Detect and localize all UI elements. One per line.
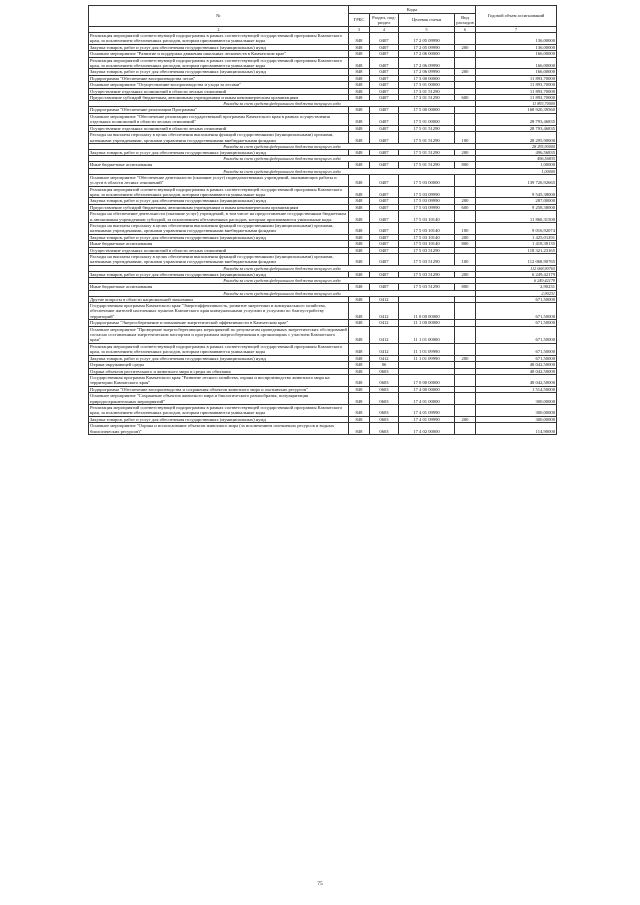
row-label: Основное мероприятие "Обеспечение деятельности (оказание услуг) подведомственных учреждений, оказывающих работы и услуги в области лесных отношений" [89, 174, 349, 186]
row-label: Основное мероприятие "Сохранение объектов животного мира и биологического разнообразия, популяризация природоохранительных мероприятий" [89, 393, 349, 405]
row-label: Основное мероприятие "Обеспечение реализации государственной программы Камчатского края в рамках осуществления отдельных полномочий в области лесных отношений" [89, 113, 349, 125]
expense-type-code [455, 423, 476, 435]
expense-type-code [455, 186, 476, 198]
expense-type-code: 100 [455, 132, 476, 144]
allocation-amount: 287,00000 [476, 198, 557, 204]
allocation-amount: 11 893,70000 [476, 82, 557, 88]
table-row [89, 57, 557, 69]
allocation-amount: 1 425,01291 [476, 234, 557, 240]
row-label: Расходы на обеспечение деятельности (оказание услуг) учреждений, в том числе на предоставление государственным бюджетным и автономным учреждениям субсидий, за исключением обезличенных расходов, которым присваиваются уникальные коды [89, 211, 349, 223]
allocation-amount: 2,90231 [476, 284, 557, 290]
table-row [89, 254, 557, 266]
target-article-code: 17 2 05 09990 [399, 44, 455, 50]
section-code: 0407 [370, 186, 399, 198]
table-header-row [89, 6, 557, 14]
allocation-amount: 300,00000 [476, 404, 557, 416]
allocation-amount: 6 249,42179 [476, 278, 557, 284]
target-article-code: 17 4 01 09990 [399, 416, 455, 422]
target-article-code: 11 1 01 09990 [399, 355, 455, 361]
allocation-amount: 48 042,50000 [476, 362, 557, 368]
row-label: Осуществление отдельных полномочий в области лесных отношений [89, 88, 349, 94]
expense-type-code [455, 404, 476, 416]
allocation-amount: 496,56835 [476, 156, 557, 162]
grbs-code: 848 [349, 211, 370, 223]
allocation-amount: 48 042,50000 [476, 374, 557, 386]
grbs-code: 848 [349, 51, 370, 57]
row-label: Расходы за счет средств федерального бюджета текущего года [89, 265, 476, 271]
target-article-code: 17 2 06 09990 [399, 57, 455, 69]
row-label: Закупка товаров, работ и услуг для обеспечения государственных (муниципальных) нужд [89, 416, 349, 422]
grbs-code: 848 [349, 296, 370, 302]
grbs-code: 848 [349, 386, 370, 392]
grbs-code: 848 [349, 33, 370, 45]
target-article-code: 17 3 00 00000 [399, 75, 455, 81]
section-code: 0603 [370, 423, 399, 435]
row-label: Реализация мероприятий соответствующей подпрограммы в рамках соответствующей государственной программы Камчатского края, за исключением обезличенных расходов, которым присваиваются уникальные коды [89, 343, 349, 355]
grbs-code: 848 [349, 186, 370, 198]
section-code: 0407 [370, 95, 399, 101]
grbs-code: 848 [349, 423, 370, 435]
target-article-code: 17 4 00 00000 [399, 386, 455, 392]
expense-type-code [455, 57, 476, 69]
row-label: Закупка товаров, работ и услуг для обеспечения государственных (муниципальных) нужд [89, 355, 349, 361]
allocation-amount: 48 042,50000 [476, 368, 557, 374]
grbs-code: 848 [349, 174, 370, 186]
target-article-code: 17 5 01 51290 [399, 132, 455, 144]
allocation-amount: 136,00000 [476, 44, 557, 50]
grbs-code: 848 [349, 368, 370, 374]
allocation-amount: 1 514,50000 [476, 386, 557, 392]
target-article-code: 17 2 06 09990 [399, 69, 455, 75]
grbs-code: 848 [349, 198, 370, 204]
header-expense-type: Вид расходов [456, 14, 474, 25]
table-row [89, 423, 557, 435]
target-article-code: 17 4 01 09990 [399, 404, 455, 416]
expense-type-code: 800 [455, 241, 476, 247]
column-index: 4 [370, 27, 399, 33]
allocation-amount: 671,50000 [476, 320, 557, 326]
expense-type-code [455, 174, 476, 186]
target-article-code: 17 4 02 00000 [399, 423, 455, 435]
section-code: 0407 [370, 247, 399, 253]
expense-type-code [455, 343, 476, 355]
section-code: 0603 [370, 404, 399, 416]
column-index: 3 [349, 27, 370, 33]
row-label: Подпрограмма "Энергосбережение и повышение энергетической эффективности в Камчатском крае" [89, 320, 349, 326]
grbs-code: 848 [349, 284, 370, 290]
header-num: № [89, 6, 349, 27]
table-body [89, 33, 557, 435]
grbs-code: 848 [349, 303, 370, 320]
row-label: Закупка товаров, работ и услуг для обеспечения государственных (муниципальных) нужд [89, 234, 349, 240]
section-code: 0407 [370, 132, 399, 144]
target-article-code: 17 5 03 09990 [399, 198, 455, 204]
section-code: 0407 [370, 88, 399, 94]
allocation-amount: 2,90231 [476, 290, 557, 296]
row-label: Осуществление отдельных полномочий в области лесных отношений [89, 247, 349, 253]
expense-type-code [455, 326, 476, 343]
row-label: Реализация мероприятий соответствующей подпрограммы в рамках соответствующей государственной программы Камчатского края, за исключением обезличенных расходов, которым присваиваются уникальные коды [89, 186, 349, 198]
allocation-amount: 136,00000 [476, 33, 557, 45]
table-row [89, 211, 557, 223]
allocation-amount: 112 068,90765 [476, 254, 557, 266]
row-label: Расходы за счет средств федерального бюджета текущего года [89, 143, 476, 149]
section-code: 0412 [370, 320, 399, 326]
table-row [89, 404, 557, 416]
header-annual-sum: Годовой объем ассигнований [476, 6, 557, 27]
row-label: Расходы на выплаты персоналу в целях обеспечения выполнения функций государственными (муниципальными) органами, казенными учреждениями, органами управления государственными внебюджетными фондами [89, 254, 349, 266]
expense-type-code: 200 [455, 198, 476, 204]
target-article-code: 17 5 03 10140 [399, 234, 455, 240]
section-code: 0407 [370, 198, 399, 204]
section-code: 0407 [370, 51, 399, 57]
allocation-amount: 11 893,70000 [476, 75, 557, 81]
section-code: 06 [370, 362, 399, 368]
target-article-code: 17 5 03 51290 [399, 254, 455, 266]
target-article-code: 17 5 03 09990 [399, 186, 455, 198]
row-label: Расходы на выплаты персоналу в целях обеспечения выполнения функций государственными (муниципальными) органами, казенными учреждениями, органами управления государственными внебюджетными фондами [89, 222, 349, 234]
allocation-amount: 28 793,46835 [476, 113, 557, 125]
allocation-amount: 671,50000 [476, 326, 557, 343]
grbs-code: 848 [349, 125, 370, 131]
section-code: 0407 [370, 162, 399, 168]
allocation-amount: 9 258,38000 [476, 204, 557, 210]
allocation-amount: 671,50000 [476, 296, 557, 302]
allocation-amount: 28 793,46835 [476, 125, 557, 131]
row-label: Другие вопросы в области национальной экономики [89, 296, 349, 302]
target-article-code: 17 5 03 09990 [399, 204, 455, 210]
table-row [89, 222, 557, 234]
allocation-amount: 11 893,70000 [476, 101, 557, 107]
header-grbs: ГРБС [349, 14, 370, 27]
section-code: 0407 [370, 234, 399, 240]
table-row [89, 33, 557, 45]
section-code: 0407 [370, 69, 399, 75]
header-target: Целевая статья [399, 14, 455, 27]
grbs-code: 848 [349, 57, 370, 69]
allocation-amount: 9 545,38000 [476, 186, 557, 198]
allocation-amount: 11 893,70000 [476, 95, 557, 101]
grbs-code: 848 [349, 355, 370, 361]
row-label: Закупка товаров, работ и услуг для обеспечения государственных (муниципальных) нужд [89, 149, 349, 155]
allocation-amount: 300,00000 [476, 416, 557, 422]
grbs-code: 848 [349, 362, 370, 368]
row-label: Иные бюджетные ассигнования [89, 241, 349, 247]
grbs-code: 848 [349, 247, 370, 253]
row-label: Государственная программа Камчатского края "Развитие лесного хозяйства, охрана и воспроизводство животного мира на территории Камчатского края" [89, 374, 349, 386]
allocation-amount: 671,50000 [476, 303, 557, 320]
expense-type-code [455, 393, 476, 405]
section-code: 0407 [370, 241, 399, 247]
target-article-code: 17 5 03 00000 [399, 174, 455, 186]
row-label: Закупка товаров, работ и услуг для обеспечения государственных (муниципальных) нужд [89, 271, 349, 277]
section-code: 0407 [370, 254, 399, 266]
grbs-code: 848 [349, 204, 370, 210]
column-index: 5 [399, 27, 455, 33]
row-label: Реализация мероприятий соответствующей подпрограммы в рамках соответствующей государственной программы Камчатского края, за исключением обезличенных расходов, которым присваиваются уникальные коды [89, 57, 349, 69]
target-article-code: 17 5 01 51290 [399, 162, 455, 168]
table-row [89, 343, 557, 355]
row-label: Расходы на выплаты персоналу в целях обеспечения выполнения функций государственными (муниципальными) органами, казенными учреждениями, органами управления государственными внебюджетными фондами [89, 132, 349, 144]
row-label: Закупка товаров, работ и услуг для обеспечения государственных (муниципальных) нужд [89, 198, 349, 204]
section-code: 0407 [370, 204, 399, 210]
allocation-amount: 300,00000 [476, 393, 557, 405]
allocation-amount: 1,00000 [476, 162, 557, 168]
column-index: 7 [476, 27, 557, 33]
row-label: Иные бюджетные ассигнования [89, 162, 349, 168]
row-label: Предоставление субсидий бюджетным, автономным учреждениям и иным некоммерческим организациям [89, 95, 349, 101]
expense-type-code: 600 [455, 95, 476, 101]
expense-type-code: 600 [455, 204, 476, 210]
section-code: 0412 [370, 355, 399, 361]
row-label: Основное мероприятие "Осуществление воспроизводства и ухода за лесами" [89, 82, 349, 88]
grbs-code: 848 [349, 113, 370, 125]
target-article-code: 17 5 03 10140 [399, 211, 455, 223]
row-label: Расходы за счет средств федерального бюджета текущего года [89, 168, 476, 174]
grbs-code: 848 [349, 416, 370, 422]
row-label: Расходы за счет средств федерального бюджета текущего года [89, 101, 476, 107]
target-article-code: 17 3 01 51290 [399, 88, 455, 94]
target-article-code: 17 3 01 51290 [399, 95, 455, 101]
row-label: Реализация мероприятий соответствующей подпрограммы в рамках соответствующей государственной программы Камчатского края, за исключением обезличенных расходов, которым присваиваются уникальные коды [89, 33, 349, 45]
section-code: 0407 [370, 107, 399, 113]
target-article-code: 17 5 00 00000 [399, 107, 455, 113]
expense-type-code: 200 [455, 69, 476, 75]
grbs-code: 848 [349, 88, 370, 94]
expense-type-code: 200 [455, 234, 476, 240]
row-label: Осуществление отдельных полномочий в области лесных отношений [89, 125, 349, 131]
target-article-code: 17 5 01 51290 [399, 149, 455, 155]
allocation-amount: 114,90000 [476, 423, 557, 435]
target-article-code: 17 5 03 10140 [399, 222, 455, 234]
grbs-code: 848 [349, 343, 370, 355]
allocation-amount: 139 726,92665 [476, 174, 557, 186]
allocation-amount: 1,00000 [476, 168, 557, 174]
grbs-code: 848 [349, 95, 370, 101]
row-label: Основное мероприятие "Развитие и поддержка движения школьных лесничеств в Камчатском крае" [89, 51, 349, 57]
grbs-code: 848 [349, 149, 370, 155]
grbs-code: 848 [349, 222, 370, 234]
section-code: 0407 [370, 174, 399, 186]
section-code: 0412 [370, 326, 399, 343]
target-article-code: 11 0 00 00000 [399, 303, 455, 320]
row-label: Расходы за счет средств федерального бюджета текущего года [89, 290, 476, 296]
allocation-amount: 166,00000 [476, 69, 557, 75]
row-label: Охрана объектов растительного и животного мира и среды их обитания [89, 368, 349, 374]
grbs-code: 848 [349, 393, 370, 405]
grbs-code: 848 [349, 404, 370, 416]
expense-type-code [455, 303, 476, 320]
row-label: Расходы за счет средств федерального бюджета текущего года [89, 156, 476, 162]
table-row [89, 113, 557, 125]
target-article-code: 17 5 03 51290 [399, 284, 455, 290]
grbs-code: 848 [349, 241, 370, 247]
expense-type-code: 200 [455, 149, 476, 155]
budget-document [88, 5, 556, 435]
expense-type-code [455, 113, 476, 125]
allocation-amount: 118 321,23165 [476, 247, 557, 253]
expense-type-code: 800 [455, 162, 476, 168]
grbs-code: 848 [349, 234, 370, 240]
allocation-amount: 11 860,31500 [476, 211, 557, 223]
page-number: 75 [317, 881, 323, 887]
allocation-amount: 671,50000 [476, 343, 557, 355]
target-article-code: 17 5 03 51290 [399, 271, 455, 277]
allocation-amount: 1 418,38135 [476, 241, 557, 247]
grbs-code: 848 [349, 82, 370, 88]
row-label: Подпрограмма "Обеспечение реализации Программы" [89, 107, 349, 113]
section-code: 0407 [370, 75, 399, 81]
target-article-code: 17 4 01 00000 [399, 393, 455, 405]
row-label: Охрана окружающей среды [89, 362, 349, 368]
row-label: Закупка товаров, работ и услуг для обеспечения государственных (муниципальных) нужд [89, 69, 349, 75]
section-code: 0412 [370, 343, 399, 355]
allocation-amount: 112 068,90765 [476, 265, 557, 271]
grbs-code: 848 [349, 254, 370, 266]
column-index: 2 [89, 27, 349, 33]
allocation-amount: 496,56835 [476, 149, 557, 155]
grbs-code: 848 [349, 271, 370, 277]
row-label: Государственная программа Камчатского края "Энергоэффективность, развитие энергетики и коммунального хозяйства, обеспечение жителей населенных пунктов Камчатского края коммунальными услугами и услугами по благоустройству территорий" [89, 303, 349, 320]
budget-table [88, 5, 557, 435]
table-row [89, 186, 557, 198]
allocation-amount: 166,00000 [476, 57, 557, 69]
row-label: Подпрограмма "Обеспечение воспроизводства и сохранения объектов животного мира и охотничьих ресурсов" [89, 386, 349, 392]
header-razdel: Раздел, под-раздел [370, 14, 399, 27]
section-code: 0407 [370, 284, 399, 290]
allocation-amount: 28 295,90000 [476, 132, 557, 144]
target-article-code: 17 5 03 10140 [399, 241, 455, 247]
section-code: 0407 [370, 44, 399, 50]
expense-type-code: 200 [455, 355, 476, 361]
section-code: 0407 [370, 57, 399, 69]
grbs-code: 848 [349, 107, 370, 113]
target-article-code: 11 1 01 00000 [399, 326, 455, 343]
allocation-amount: 168 920,39560 [476, 107, 557, 113]
section-code: 0407 [370, 271, 399, 277]
table-row [89, 374, 557, 386]
target-article-code: 17 5 01 00000 [399, 113, 455, 125]
table-row [89, 326, 557, 343]
target-article-code: 17 5 01 51290 [399, 125, 455, 131]
row-label: Иные бюджетные ассигнования [89, 284, 349, 290]
target-article-code: 17 0 00 00000 [399, 374, 455, 386]
section-code: 0603 [370, 374, 399, 386]
allocation-amount: 166,00000 [476, 51, 557, 57]
target-article-code: 17 3 01 00000 [399, 82, 455, 88]
row-label: Основное мероприятие "Охрана и использование объектов животного мира (за исключением охотничьих ресурсов и водных биологических ресурсов)" [89, 423, 349, 435]
section-code: 0407 [370, 149, 399, 155]
expense-type-code: 800 [455, 284, 476, 290]
section-code: 0407 [370, 222, 399, 234]
table-row [89, 303, 557, 320]
section-code: 0407 [370, 125, 399, 131]
row-label: Предоставление субсидий бюджетным, автономным учреждениям и иным некоммерческим организациям [89, 204, 349, 210]
allocation-amount: 671,50000 [476, 355, 557, 361]
section-code: 0407 [370, 82, 399, 88]
section-code: 0407 [370, 33, 399, 45]
allocation-amount: 9 016,92074 [476, 222, 557, 234]
grbs-code: 848 [349, 326, 370, 343]
grbs-code: 848 [349, 374, 370, 386]
expense-type-code [455, 33, 476, 45]
section-code: 0407 [370, 113, 399, 125]
table-row [89, 132, 557, 144]
expense-type-code: 200 [455, 44, 476, 50]
header-codes: Коды [349, 6, 476, 14]
grbs-code: 848 [349, 132, 370, 144]
grbs-code: 848 [349, 320, 370, 326]
expense-type-code: 100 [455, 254, 476, 266]
target-article-code: 11 1 01 09990 [399, 343, 455, 355]
row-label: Расходы за счет средств федерального бюджета текущего года [89, 278, 476, 284]
row-label: Основное мероприятие "Проведение энергосберегающих мероприятий по результатам проведенных энергетических обследований согласно составленным энергетическим паспортам и программам энергосбережения в организациях с участием Камчатского края" [90, 326, 347, 343]
expense-type-code: 100 [455, 222, 476, 234]
target-article-code: 17 2 06 00000 [399, 51, 455, 57]
table-row [89, 393, 557, 405]
allocation-amount: 11 893,70000 [476, 88, 557, 94]
section-code: 0603 [370, 386, 399, 392]
row-label: Реализация мероприятий соответствующей подпрограммы в рамках соответствующей государственной программы Камчатского края, за исключением обезличенных расходов, которым присваиваются уникальные коды [89, 404, 349, 416]
grbs-code: 848 [349, 162, 370, 168]
grbs-code: 848 [349, 69, 370, 75]
target-article-code: 11 1 00 00000 [399, 320, 455, 326]
expense-type-code [455, 211, 476, 223]
section-code: 0603 [370, 368, 399, 374]
target-article-code: 17 5 03 51290 [399, 247, 455, 253]
column-index: 6 [455, 27, 476, 33]
row-label: Закупка товаров, работ и услуг для обеспечения государственных (муниципальных) нужд [89, 44, 349, 50]
allocation-amount: 6 249,42179 [476, 271, 557, 277]
section-code: 0412 [370, 303, 399, 320]
section-code: 0603 [370, 393, 399, 405]
section-code: 0603 [370, 416, 399, 422]
expense-type-code: 200 [455, 416, 476, 422]
allocation-amount: 28 295,90000 [476, 143, 557, 149]
grbs-code: 848 [349, 75, 370, 81]
row-label: Подпрограмма "Обеспечение воспроизводства лесов" [89, 75, 349, 81]
table-row [89, 174, 557, 186]
target-article-code: 17 2 05 09990 [399, 33, 455, 45]
section-code: 0407 [370, 211, 399, 223]
grbs-code: 848 [349, 44, 370, 50]
expense-type-code: 200 [455, 271, 476, 277]
expense-type-code [455, 374, 476, 386]
section-code: 0412 [370, 296, 399, 302]
